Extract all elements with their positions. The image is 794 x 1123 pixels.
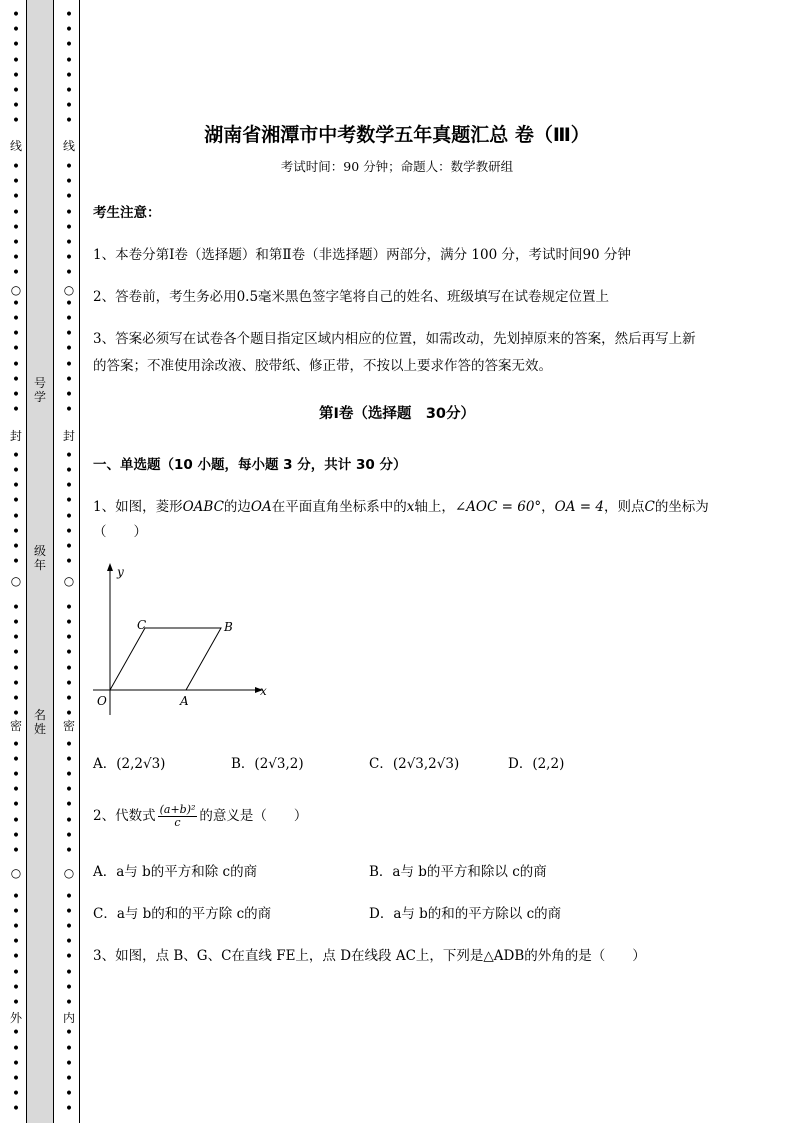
binding-dot: • xyxy=(11,691,21,707)
binding-dot: • xyxy=(11,645,21,662)
binding-dot: • xyxy=(64,736,74,753)
binding-dot: • xyxy=(11,523,21,540)
binding-dot: • xyxy=(64,979,74,996)
binding-dot: • xyxy=(11,98,21,115)
binding-dot: • xyxy=(11,1025,21,1042)
binding-dot: • xyxy=(64,797,74,814)
binding-dot: • xyxy=(11,463,21,479)
binding-dot: • xyxy=(11,478,21,495)
binding-dot: • xyxy=(64,554,74,571)
binding-dot: • xyxy=(11,949,21,966)
binding-dot: • xyxy=(64,523,74,540)
binding-dot: • xyxy=(64,83,74,99)
q1-text xyxy=(93,495,709,515)
binding-dot: • xyxy=(64,843,74,859)
binding-dot: • xyxy=(64,782,74,799)
binding-dot: • xyxy=(64,964,74,981)
binding-dot: • xyxy=(11,1055,21,1072)
binding-dot: • xyxy=(11,736,21,753)
binding-dot: • xyxy=(11,447,21,464)
binding-dot: • xyxy=(64,174,74,191)
binding-dot: • xyxy=(64,311,74,327)
binding-dot: • xyxy=(64,1025,74,1042)
binding-dot: • xyxy=(11,204,21,221)
binding-dot: • xyxy=(11,675,21,692)
binding-dot: • xyxy=(64,493,74,510)
q1-option-a-value: (2,2√3) xyxy=(116,756,166,772)
binding-dot: • xyxy=(11,37,21,54)
label-b: B xyxy=(224,620,233,634)
binding-label-top: 线 xyxy=(9,139,22,153)
binding-label-middle: 封 xyxy=(62,429,75,443)
q1-figure xyxy=(88,560,278,720)
binding-dot: • xyxy=(11,1071,21,1087)
q2-option-d[interactable]: D．a与 b的和的平方除以 c的商 xyxy=(369,906,562,922)
binding-dot: • xyxy=(11,52,21,69)
binding-dot: • xyxy=(11,888,21,905)
q1-option-b-value: (2√3,2) xyxy=(254,756,304,772)
q1-blank: （ ） xyxy=(93,524,147,540)
binding-dot: • xyxy=(64,599,74,616)
field-class-label: 级 年 xyxy=(33,544,46,572)
binding-dot: • xyxy=(11,159,21,175)
binding-dot: • xyxy=(11,751,21,768)
binding-dot: • xyxy=(64,812,74,829)
binding-dot: • xyxy=(11,265,21,282)
binding-dot: • xyxy=(64,7,74,23)
binding-dot: • xyxy=(11,599,21,616)
page-subtitle: 考试时间：90 分钟；命题人：数学教研组 xyxy=(280,159,514,174)
binding-dot: • xyxy=(64,113,74,130)
field-name-label: 名 姓 xyxy=(33,708,46,736)
q1-mid4: ，则点 xyxy=(603,499,645,515)
binding-dot: • xyxy=(64,341,74,358)
notice-item-3-cont: 的答案；不准使用涂改液、胶带纸、修正带，不按以上要求作答的答案无效。 xyxy=(93,358,552,374)
q1-option-b-key: B． xyxy=(231,756,255,772)
binding-label-bottom-mid: 密 xyxy=(62,719,75,733)
q1-length: OA = 4 xyxy=(554,499,604,515)
q1-mid2: 在平面直角坐标系中的 xyxy=(271,499,407,515)
binding-dot: • xyxy=(64,189,74,206)
binding-dot: • xyxy=(64,934,74,951)
binding-dot: • xyxy=(64,295,74,312)
binding-dot: • xyxy=(64,22,74,39)
binding-label-middle: 封 xyxy=(9,429,22,443)
q2-option-b[interactable]: B．a与 b的平方和除以 c的商 xyxy=(369,864,547,880)
q1-option-c[interactable] xyxy=(369,752,459,772)
binding-dot: • xyxy=(11,22,21,39)
notice-item-1: 1、本卷分第Ⅰ卷（选择题）和第Ⅱ卷（非选择题）两部分，满分 100 分，考试时间90 分钟 xyxy=(93,247,631,263)
q1-option-d[interactable] xyxy=(508,752,564,772)
binding-dot: • xyxy=(11,250,21,267)
binding-dot: • xyxy=(11,903,21,920)
notice-item-2: 2、答卷前，考生务必用0.5毫米黑色签字笔将自己的姓名、班级填写在试卷规定位置上 xyxy=(93,289,610,305)
binding-dot: • xyxy=(64,1040,74,1057)
binding-dot: • xyxy=(64,949,74,966)
binding-dot: • xyxy=(64,250,74,267)
binding-circle: ○ xyxy=(63,574,75,588)
binding-dot: • xyxy=(64,827,74,844)
q1-option-b[interactable] xyxy=(231,752,304,772)
q1-option-c-key: C． xyxy=(369,756,393,772)
y-axis-arrow xyxy=(107,563,113,571)
binding-dot: • xyxy=(11,995,21,1011)
binding-dot: • xyxy=(11,356,21,373)
binding-dot: • xyxy=(11,235,21,251)
q1-option-c-value: (2√3,2√3) xyxy=(392,756,460,772)
binding-dot: • xyxy=(64,539,74,555)
q1-end: 的坐标为 xyxy=(654,499,709,515)
binding-dot: • xyxy=(11,67,21,84)
binding-dot: • xyxy=(64,706,74,723)
binding-dot: • xyxy=(11,1086,21,1103)
q1-axis: x xyxy=(406,499,415,515)
binding-dot: • xyxy=(64,508,74,525)
binding-dot: • xyxy=(11,174,21,191)
binding-dot: • xyxy=(64,1101,74,1118)
binding-dot: • xyxy=(11,341,21,358)
q1-edge: OA xyxy=(250,499,272,515)
label-c: C xyxy=(137,618,147,632)
binding-circle: ○ xyxy=(63,283,75,297)
binding-dot: • xyxy=(64,37,74,54)
binding-dot: • xyxy=(11,1101,21,1118)
binding-dot: • xyxy=(64,402,74,419)
binding-label-bottom: 内 xyxy=(62,1011,75,1025)
q2-option-c[interactable]: C．a与 b的和的平方除 c的商 xyxy=(93,906,272,922)
binding-dot: • xyxy=(11,812,21,829)
binding-dot: • xyxy=(11,660,21,677)
label-x: x xyxy=(260,684,267,698)
binding-dot: • xyxy=(64,235,74,251)
binding-dot: • xyxy=(64,888,74,905)
binding-dot: • xyxy=(64,356,74,373)
binding-dot: • xyxy=(64,1071,74,1087)
q1-option-a-key: A． xyxy=(93,756,117,772)
binding-dot: • xyxy=(64,660,74,677)
q1-pre: 1、如图，菱形 xyxy=(93,499,183,515)
binding-dot: • xyxy=(11,934,21,951)
binding-circle: ○ xyxy=(63,866,75,880)
binding-dot: • xyxy=(11,508,21,525)
part-heading: 一、单选题（10 小题，每小题 3 分，共计 30 分） xyxy=(93,457,407,473)
binding-dot: • xyxy=(64,159,74,175)
binding-dot: • xyxy=(11,113,21,130)
rhombus-oabc xyxy=(110,628,221,690)
binding-dot: • xyxy=(64,751,74,768)
q3-text: 3、如图，点 B、G、C在直线 FE上，点 D在线段 AC上，下列是△ADB的外角的是（ ） xyxy=(93,948,646,964)
binding-dot: • xyxy=(11,189,21,206)
binding-dot: • xyxy=(64,691,74,707)
label-a: A xyxy=(180,694,189,708)
binding-dot: • xyxy=(64,995,74,1011)
binding-dot: • xyxy=(11,295,21,312)
q1-shape: OABC xyxy=(182,499,224,515)
binding-dot: • xyxy=(64,615,74,631)
binding-dot: • xyxy=(64,630,74,647)
notice-heading: 考生注意： xyxy=(93,205,161,221)
q2-end: 的意义是（ ） xyxy=(199,808,308,824)
binding-dot: • xyxy=(11,539,21,555)
binding-dot: • xyxy=(11,493,21,510)
binding-dot: • xyxy=(64,903,74,920)
binding-dot: • xyxy=(11,554,21,571)
binding-dot: • xyxy=(11,797,21,814)
binding-circle: ○ xyxy=(10,283,22,297)
binding-label-bottom: 外 xyxy=(9,1011,22,1025)
binding-dot: • xyxy=(64,219,74,236)
binding-dot: • xyxy=(64,52,74,69)
binding-dot: • xyxy=(64,265,74,282)
binding-dot: • xyxy=(11,827,21,844)
binding-dot: • xyxy=(64,645,74,662)
q2-text xyxy=(93,803,307,829)
binding-circle: ○ xyxy=(10,866,22,880)
binding-dot: • xyxy=(11,7,21,23)
binding-dot: • xyxy=(11,782,21,799)
binding-dot: • xyxy=(11,767,21,783)
page-title: 湖南省湘潭市中考数学五年真题汇总 卷（Ⅲ） xyxy=(204,124,590,146)
binding-dot: • xyxy=(11,615,21,631)
binding-dot: • xyxy=(11,630,21,647)
binding-dot: • xyxy=(11,919,21,935)
binding-dot: • xyxy=(64,387,74,403)
binding-dot: • xyxy=(11,706,21,723)
q1-option-d-key: D． xyxy=(508,756,533,772)
section-title: 第Ⅰ卷（选择题 30分） xyxy=(318,406,476,422)
q2-option-a[interactable]: A．a与 b的平方和除 c的商 xyxy=(93,864,258,880)
binding-circle: ○ xyxy=(10,574,22,588)
binding-dot: • xyxy=(11,1040,21,1057)
binding-dot: • xyxy=(64,98,74,115)
binding-label-bottom-mid: 密 xyxy=(9,719,22,733)
binding-dot: • xyxy=(64,675,74,692)
binding-dot: • xyxy=(11,843,21,859)
binding-dot: • xyxy=(64,447,74,464)
binding-dot: • xyxy=(11,964,21,981)
binding-label-top: 线 xyxy=(62,139,75,153)
binding-dot: • xyxy=(64,463,74,479)
field-number-label: 号 学 xyxy=(33,376,46,404)
binding-dot: • xyxy=(11,326,21,343)
q1-option-a[interactable] xyxy=(93,752,165,772)
binding-dot: • xyxy=(64,371,74,388)
q1-mid3: 轴上， xyxy=(414,499,455,515)
binding-dot: • xyxy=(11,219,21,236)
binding-dot: • xyxy=(64,204,74,221)
q2-denominator: c xyxy=(174,816,181,829)
q1-angle: ∠AOC = 60° xyxy=(454,499,542,515)
binding-dot: • xyxy=(11,387,21,403)
q2-fraction xyxy=(158,804,198,829)
q2-numerator: (a+b)² xyxy=(159,803,196,816)
binding-dot: • xyxy=(11,979,21,996)
binding-dot: • xyxy=(64,919,74,935)
label-o: O xyxy=(97,694,107,708)
binding-dot: • xyxy=(64,1086,74,1103)
binding-dot: • xyxy=(11,83,21,99)
binding-dot: • xyxy=(64,478,74,495)
binding-dot: • xyxy=(11,311,21,327)
binding-dot: • xyxy=(64,67,74,84)
q1-sep: ， xyxy=(541,499,555,515)
binding-dot: • xyxy=(64,326,74,343)
label-y: y xyxy=(117,565,124,579)
binding-dot: • xyxy=(64,767,74,783)
binding-dot: • xyxy=(64,1055,74,1072)
q2-pre: 2、代数式 xyxy=(93,808,156,824)
q1-option-d-value: (2,2) xyxy=(532,756,565,772)
q1-mid1: 的边 xyxy=(223,499,251,515)
binding-dot: • xyxy=(11,402,21,419)
q1-point: C xyxy=(644,499,655,515)
binding-dot: • xyxy=(11,371,21,388)
notice-item-3: 3、答案必须写在试卷各个题目指定区域内相应的位置，如需改动，先划掉原来的答案，然后再写上新 xyxy=(93,331,696,347)
